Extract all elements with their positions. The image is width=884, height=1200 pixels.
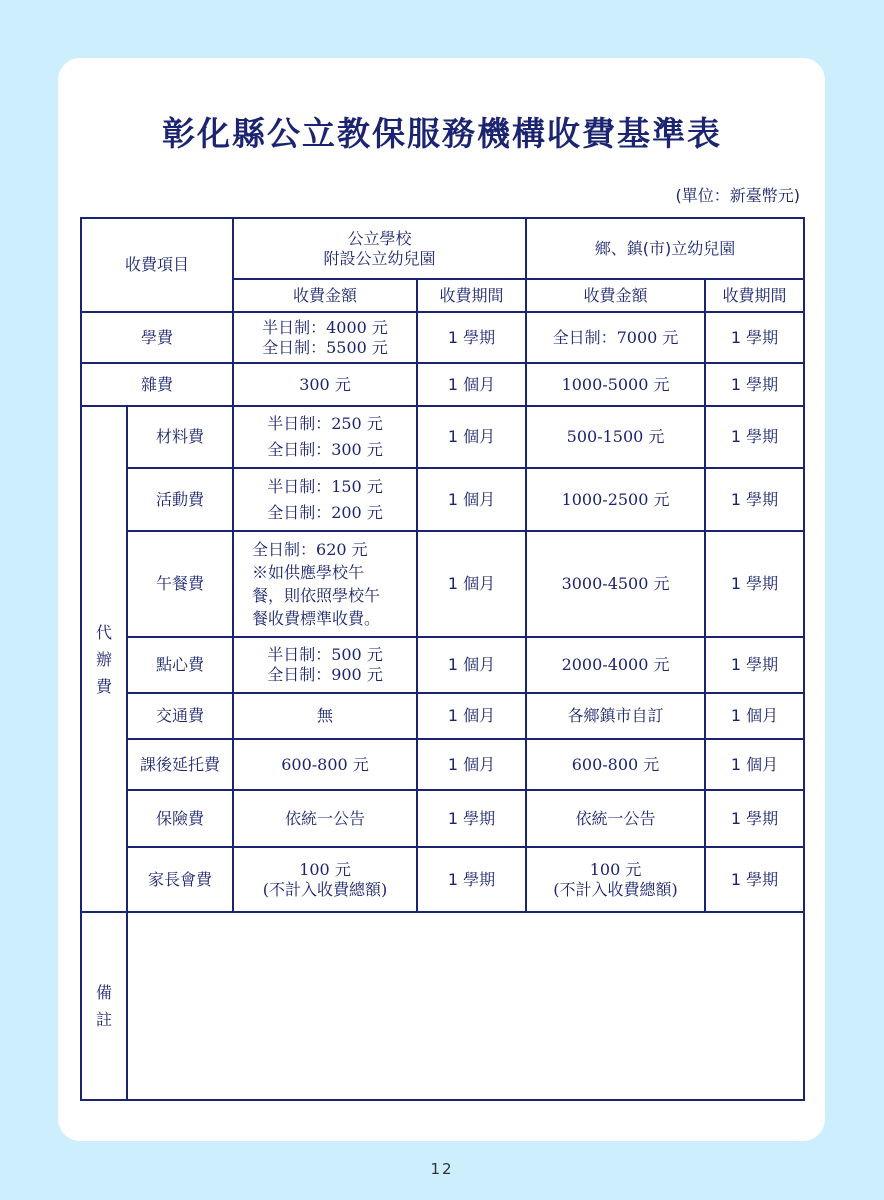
insurance-pub-amount: 依統一公告	[233, 790, 417, 847]
unit-note: (單位：新臺幣元)	[675, 186, 800, 205]
misc-town-amount: 1000-5000 元	[526, 363, 705, 406]
label-insurance: 保險費	[127, 790, 233, 847]
lunch-town-amount: 3000-4500 元	[526, 531, 705, 637]
header-pub-amount: 收費金額	[233, 279, 417, 312]
afterschool-town-amount: 600-800 元	[526, 739, 705, 790]
label-snack: 點心費	[127, 637, 233, 693]
parents-pub-amount: 100 元 (不計入收費總額)	[233, 847, 417, 912]
header-public-school: 公立學校 附設公立幼兒園	[233, 218, 526, 279]
afterschool-pub-amount: 600-800 元	[233, 739, 417, 790]
snack-town-period: 1 學期	[705, 637, 804, 693]
row-misc	[81, 363, 804, 406]
lunch-pub-amount: 全日制：620 元 ※如供應學校午 餐，則依照學校午 餐收費標準收費。	[233, 531, 417, 637]
label-activity: 活動費	[127, 468, 233, 531]
misc-pub-amount: 300 元	[233, 363, 417, 406]
header-item: 收費項目	[81, 218, 233, 312]
remarks-content	[127, 912, 804, 1100]
parents-town-amount: 100 元 (不計入收費總額)	[526, 847, 705, 912]
transport-town-period: 1 個月	[705, 693, 804, 739]
header-township: 鄉、鎮(市)立幼兒園	[526, 218, 804, 279]
transport-town-amount: 各鄉鎮市自訂	[526, 693, 705, 739]
label-misc: 雜費	[81, 363, 233, 406]
header-row-1	[81, 218, 804, 279]
label-transport: 交通費	[127, 693, 233, 739]
misc-town-period: 1 學期	[705, 363, 804, 406]
insurance-town-amount: 依統一公告	[526, 790, 705, 847]
row-insurance	[81, 790, 804, 847]
activity-pub-amount: 半日制：150 元 全日制：200 元	[233, 468, 417, 531]
label-afterschool: 課後延托費	[127, 739, 233, 790]
label-tuition: 學費	[81, 312, 233, 363]
snack-pub-period: 1 個月	[417, 637, 526, 693]
materials-pub-amount: 半日制：250 元 全日制：300 元	[233, 406, 417, 468]
header-town-period: 收費期間	[705, 279, 804, 312]
transport-pub-amount: 無	[233, 693, 417, 739]
materials-pub-period: 1 個月	[417, 406, 526, 468]
label-parents: 家長會費	[127, 847, 233, 912]
tuition-pub-amount: 半日制：4000 元 全日制：5500 元	[233, 312, 417, 363]
proxy-fee-label: 代 辦 費	[81, 406, 127, 912]
row-tuition	[81, 312, 804, 363]
row-lunch	[81, 531, 804, 637]
row-parents	[81, 847, 804, 912]
activity-town-amount: 1000-2500 元	[526, 468, 705, 531]
tuition-pub-period: 1 學期	[417, 312, 526, 363]
page-title: 彰化縣公立教保服務機構收費基準表	[162, 114, 722, 153]
lunch-pub-period: 1 個月	[417, 531, 526, 637]
snack-pub-amount: 半日制：500 元 全日制：900 元	[233, 637, 417, 693]
lunch-town-period: 1 學期	[705, 531, 804, 637]
row-remarks	[81, 912, 804, 1100]
header-pub-period: 收費期間	[417, 279, 526, 312]
parents-pub-period: 1 學期	[417, 847, 526, 912]
insurance-pub-period: 1 學期	[417, 790, 526, 847]
misc-pub-period: 1 個月	[417, 363, 526, 406]
insurance-town-period: 1 學期	[705, 790, 804, 847]
materials-town-period: 1 學期	[705, 406, 804, 468]
fee-table	[80, 217, 805, 1101]
tuition-town-period: 1 學期	[705, 312, 804, 363]
transport-pub-period: 1 個月	[417, 693, 526, 739]
afterschool-town-period: 1 個月	[705, 739, 804, 790]
afterschool-pub-period: 1 個月	[417, 739, 526, 790]
remarks-label: 備 註	[81, 912, 127, 1100]
row-transport	[81, 693, 804, 739]
activity-pub-period: 1 個月	[417, 468, 526, 531]
parents-town-period: 1 學期	[705, 847, 804, 912]
row-snack	[81, 637, 804, 693]
tuition-town-amount: 全日制：7000 元	[526, 312, 705, 363]
row-materials	[81, 406, 804, 468]
header-town-amount: 收費金額	[526, 279, 705, 312]
label-materials: 材料費	[127, 406, 233, 468]
page-number: 12	[430, 1160, 454, 1178]
row-afterschool	[81, 739, 804, 790]
label-lunch: 午餐費	[127, 531, 233, 637]
row-activity	[81, 468, 804, 531]
activity-town-period: 1 學期	[705, 468, 804, 531]
snack-town-amount: 2000-4000 元	[526, 637, 705, 693]
materials-town-amount: 500-1500 元	[526, 406, 705, 468]
